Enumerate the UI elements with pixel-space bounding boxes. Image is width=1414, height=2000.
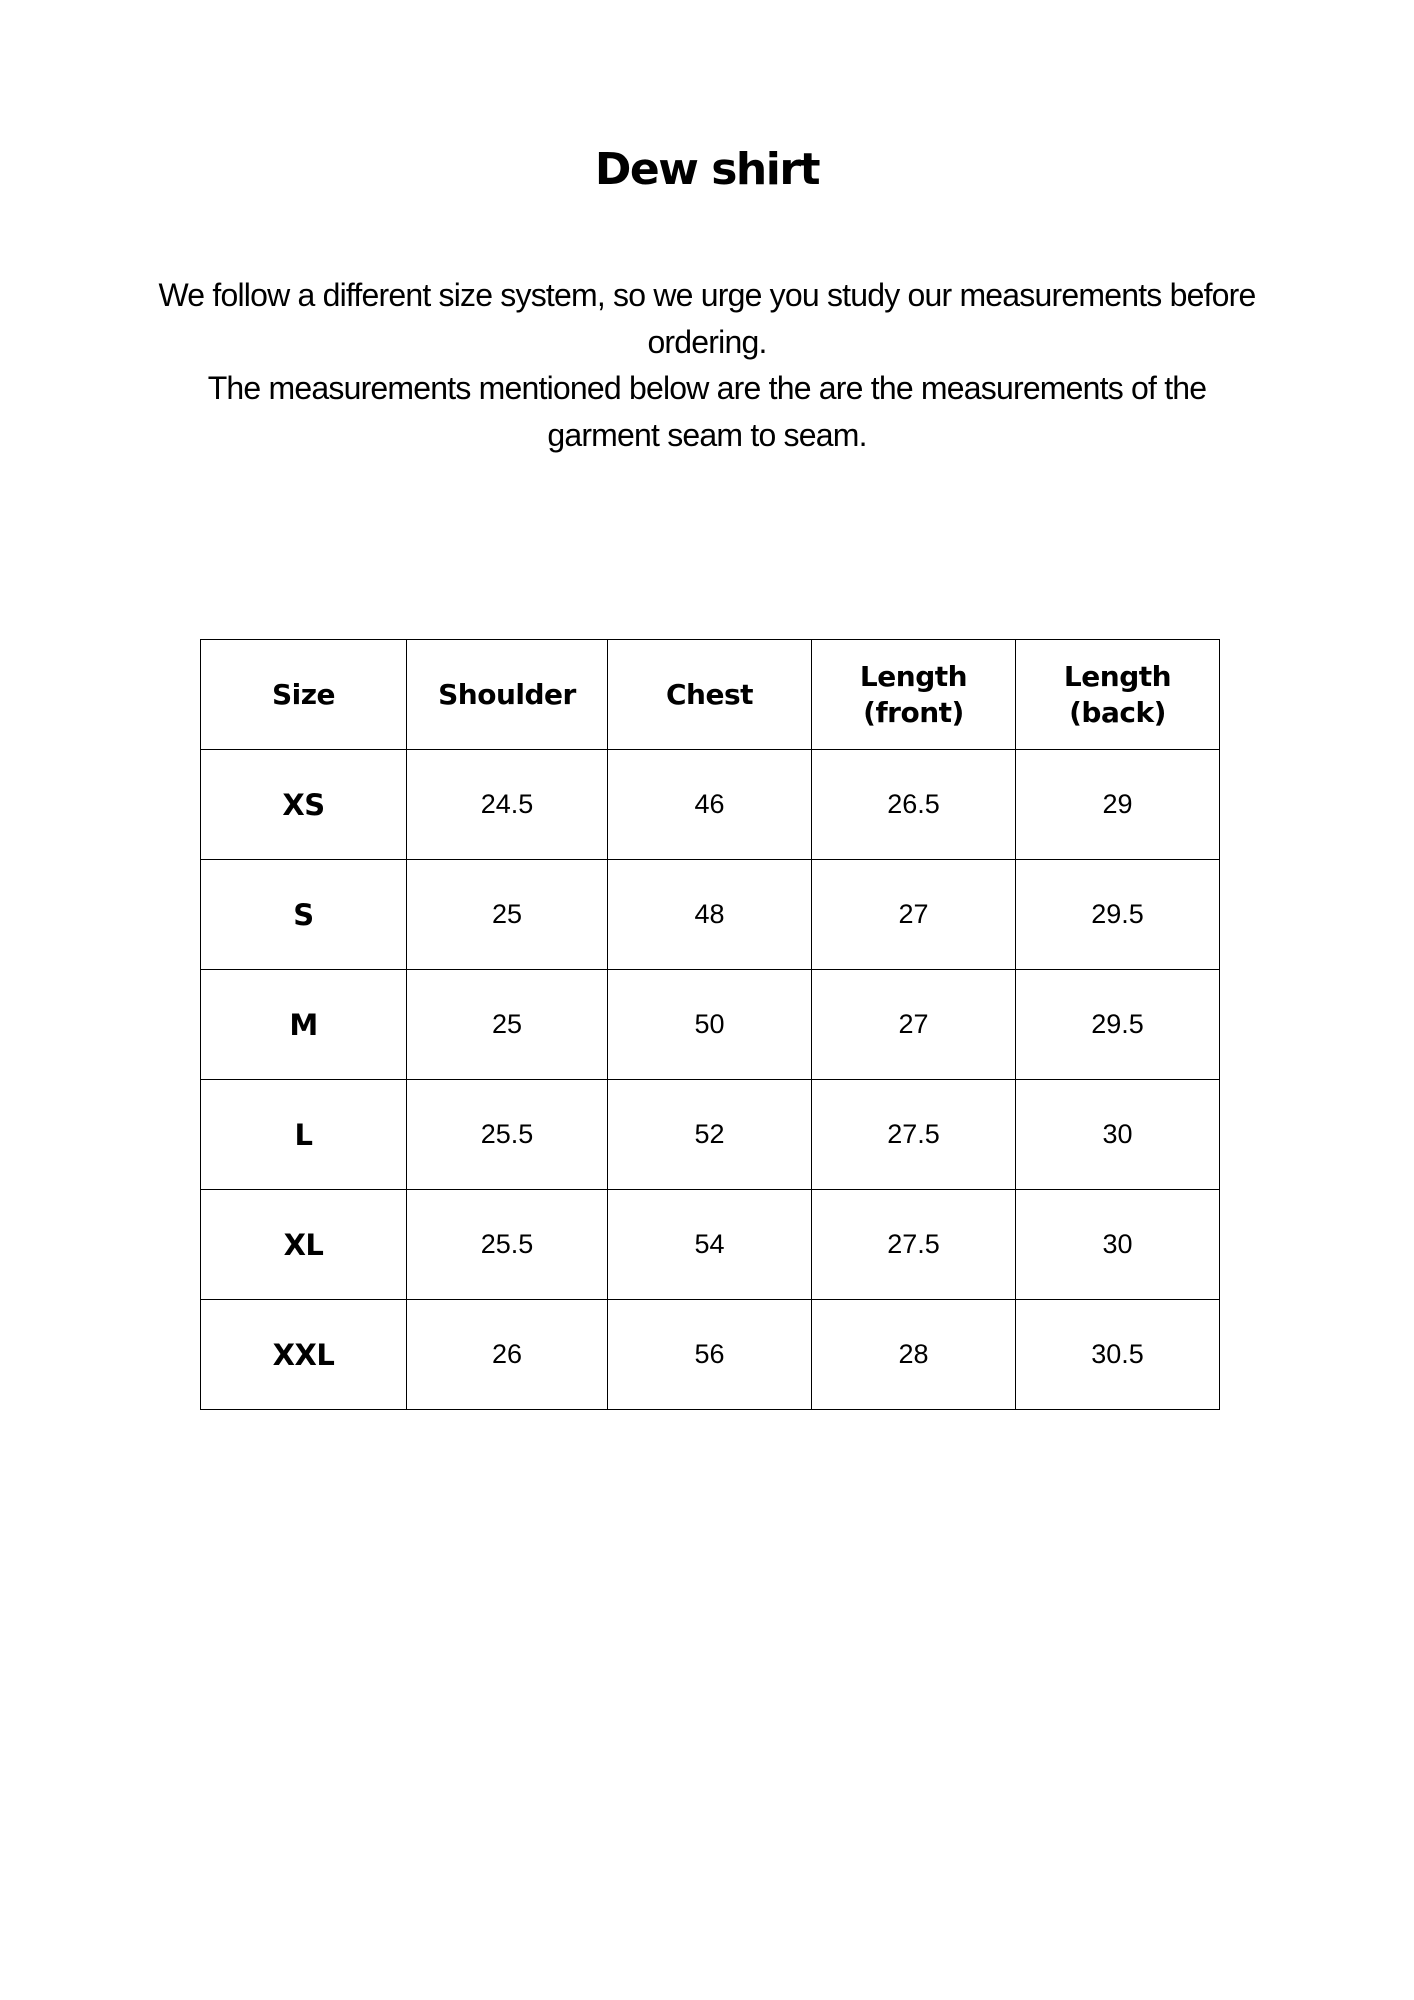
intro-paragraph: The measurements mentioned below are the are the measurements of the garment seam to seam. [207,370,1207,453]
size-cell: XL [201,1190,407,1300]
shoulder-cell: 26 [407,1300,608,1410]
page-title: Dew shirt [594,144,820,195]
length-back-cell: 30 [1016,1080,1220,1190]
length-back-cell: 29.5 [1016,860,1220,970]
size-cell: M [201,970,407,1080]
table-row [201,860,1220,970]
length-back-cell: 30.5 [1016,1300,1220,1410]
intro-text [150,272,1264,458]
header-length-back: Length (back) [1016,640,1220,750]
table-row [201,750,1220,860]
size-cell: L [201,1080,407,1190]
header-row [201,640,1220,750]
length-front-cell: 26.5 [812,750,1016,860]
table-row [201,1080,1220,1190]
length-front-cell: 27 [812,970,1016,1080]
shoulder-cell: 25.5 [407,1080,608,1190]
length-back-cell: 29 [1016,750,1220,860]
header-length-front: Length (front) [812,640,1016,750]
chest-cell: 46 [608,750,812,860]
size-cell: XXL [201,1300,407,1410]
table-header [201,640,1220,750]
length-back-cell: 29.5 [1016,970,1220,1080]
table-row [201,1190,1220,1300]
size-chart-table [200,639,1220,1410]
shoulder-cell: 24.5 [407,750,608,860]
shoulder-cell: 25.5 [407,1190,608,1300]
chest-cell: 52 [608,1080,812,1190]
length-front-cell: 28 [812,1300,1016,1410]
length-back-cell: 30 [1016,1190,1220,1300]
shoulder-cell: 25 [407,860,608,970]
table-body [201,750,1220,1410]
size-cell: S [201,860,407,970]
header-size: Size [201,640,407,750]
chest-cell: 56 [608,1300,812,1410]
chest-cell: 48 [608,860,812,970]
size-cell: XS [201,750,407,860]
shoulder-cell: 25 [407,970,608,1080]
chest-cell: 54 [608,1190,812,1300]
table-row [201,1300,1220,1410]
table-row [201,970,1220,1080]
intro-paragraph: We follow a different size system, so we urge you study our measurements before ordering. [158,277,1256,360]
chest-cell: 50 [608,970,812,1080]
length-front-cell: 27.5 [812,1080,1016,1190]
length-front-cell: 27 [812,860,1016,970]
header-chest: Chest [608,640,812,750]
length-front-cell: 27.5 [812,1190,1016,1300]
header-shoulder: Shoulder [407,640,608,750]
